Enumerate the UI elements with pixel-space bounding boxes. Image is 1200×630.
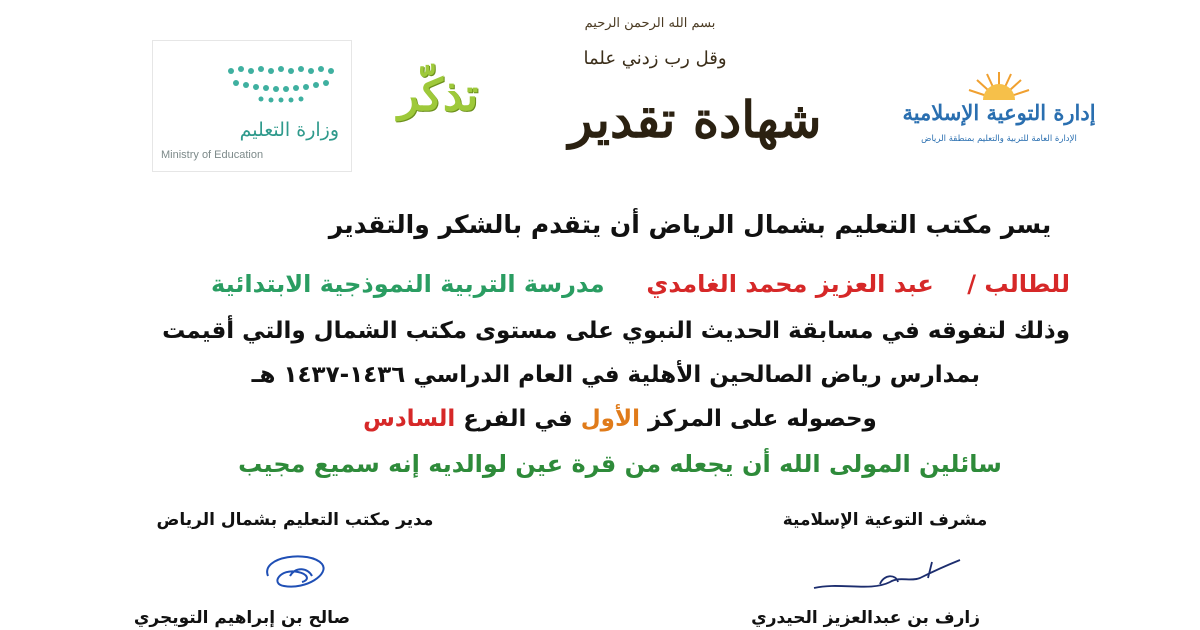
awareness-title: إدارة التوعية الإسلامية xyxy=(902,100,1096,125)
student-prefix: للطالب / xyxy=(967,270,1070,298)
right-signatory-name: زارف بن عبدالعزيز الحيدري xyxy=(751,608,980,628)
school-name: مدرسة التربية النموذجية الابتدائية xyxy=(211,270,605,298)
student-line xyxy=(120,270,1070,298)
venue-line: بمدارس رياض الصالحين الأهلية في العام الدراسي ١٤٣٦-١٤٣٧ هـ xyxy=(251,362,980,388)
rank-part1: وحصوله على المركز xyxy=(648,406,877,432)
right-signatory-title: مشرف التوعية الإسلامية xyxy=(782,510,988,530)
prayer-line: سائلين المولى الله أن يجعله من قرة عين لوالديه إنه سميع مجيب xyxy=(238,450,1002,478)
moe-name-english: Ministry of Education xyxy=(161,149,264,161)
tadhakkar-badge xyxy=(378,58,498,148)
left-signatory-name: صالح بن إبراهيم التويجري xyxy=(133,608,350,628)
certificate-title: شهادة تقدير xyxy=(568,90,822,149)
student-name: عبد العزيز محمد الغامدي xyxy=(646,270,934,298)
intro-line: يسر مكتب التعليم بشمال الرياض أن يتقدم بالشكر والتقدير xyxy=(328,210,1052,239)
reason-line: وذلك لتفوقه في مسابقة الحديث النبوي على مستوى مكتب الشمال والتي أقيمت xyxy=(162,318,1070,344)
branch-value: السادس xyxy=(363,406,456,432)
basmala: بسم الله الرحمن الرحيم xyxy=(584,16,716,31)
right-signature xyxy=(810,552,970,602)
islamic-awareness-logo xyxy=(893,70,1105,160)
left-signature xyxy=(250,546,340,596)
rank-value: الأول xyxy=(580,406,640,432)
ministry-of-education-logo xyxy=(152,40,352,172)
rank-part2: في الفرع xyxy=(463,406,573,432)
moe-dots-emblem xyxy=(225,63,345,103)
tadhakkar-text: تذكّر xyxy=(397,70,479,121)
left-signatory-title: مدير مكتب التعليم بشمال الرياض xyxy=(156,510,434,530)
awareness-subtitle: الإدارة العامة للتربية والتعليم بمنطقة الرياض xyxy=(921,134,1077,144)
sunburst-icon xyxy=(963,70,1035,100)
quran-verse: وقل رب زدني علما xyxy=(583,48,727,69)
rank-line xyxy=(220,406,1020,432)
moe-name-arabic: وزارة التعليم xyxy=(239,119,339,141)
